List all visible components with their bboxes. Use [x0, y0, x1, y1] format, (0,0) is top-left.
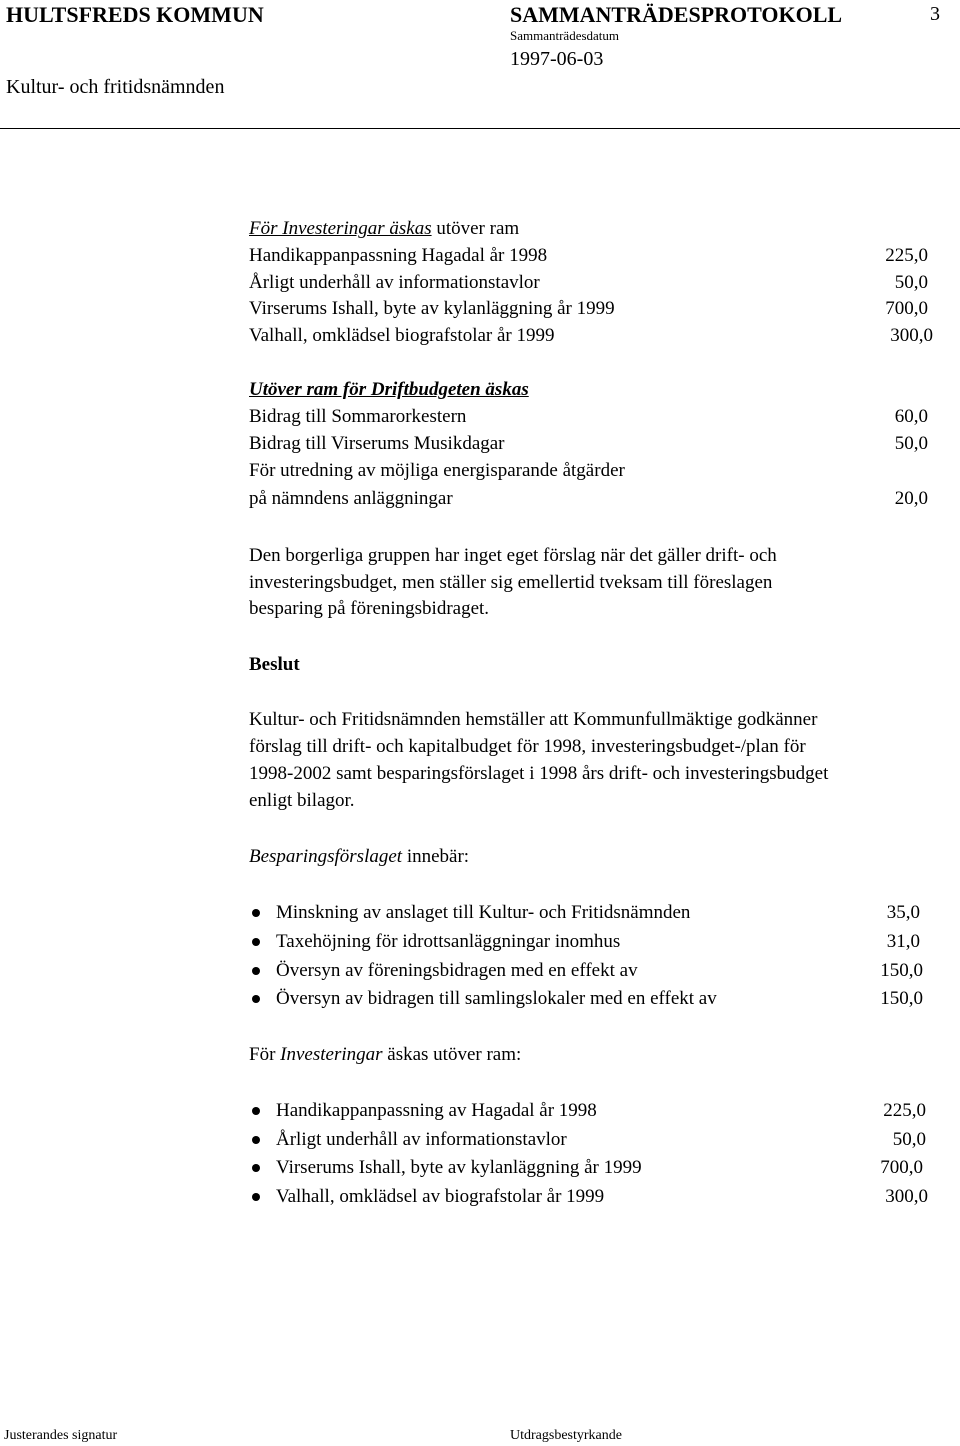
savings-item-label: Taxehöjning för idrottsanläggningar inomhus — [276, 931, 621, 952]
bullet-icon — [252, 995, 260, 1003]
investment-item-label: Årligt underhåll av informationstavlor — [249, 272, 540, 293]
investment2-item-amount: 700,0 — [880, 1157, 923, 1178]
statement-line: investeringsbudget, men ställer sig emellertid tveksam till föreslagen — [249, 572, 773, 593]
operating-item-label: För utredning av möjliga energisparande åtgärder — [249, 460, 625, 481]
investment-item-label: Virserums Ishall, byte av kylanläggning år 1999 — [249, 298, 615, 319]
statement-line: Den borgerliga gruppen har inget eget förslag när det gäller drift- och — [249, 545, 777, 566]
meeting-date: 1997-06-03 — [510, 48, 604, 70]
header-divider — [0, 128, 960, 129]
operating-item-label: Bidrag till Virserums Musikdagar — [249, 433, 505, 454]
investment2-item-label: Handikappanpassning av Hagadal år 1998 — [276, 1100, 597, 1121]
investment2-item-label: Virserums Ishall, byte av kylanläggning år 1999 — [276, 1157, 642, 1178]
savings-item-label: Översyn av föreningsbidragen med en effekt av — [276, 960, 638, 981]
savings-heading: Besparingsförslaget innebär: — [249, 846, 470, 867]
investments2-heading: För Investeringar äskas utöver ram: — [249, 1044, 522, 1065]
bullet-icon — [252, 1164, 260, 1172]
investment2-item-label: Årligt underhåll av informationstavlor — [276, 1129, 567, 1150]
operating-item-amount: 20,0 — [894, 488, 928, 509]
signature-label: Justerandes signatur — [4, 1428, 118, 1443]
investments-heading: För Investeringar äskas utöver ram — [249, 218, 520, 239]
operating-item-amount: 60,0 — [894, 406, 928, 427]
decision-heading: Beslut — [249, 654, 300, 675]
savings-item-label: Översyn av bidragen till samlingslokaler med en effekt av — [276, 988, 717, 1009]
savings-item-amount: 150,0 — [880, 960, 923, 981]
decision-line: förslag till drift- och kapitalbudget för 1998, investeringsbudget-/plan för — [249, 736, 806, 757]
bullet-icon — [252, 1193, 260, 1201]
decision-line: 1998-2002 samt besparingsförslaget i 1998 års drift- och investeringsbudget — [249, 763, 829, 784]
investment2-item-amount: 225,0 — [883, 1100, 926, 1121]
municipality-name: HULTSFREDS KOMMUN — [6, 2, 264, 27]
bullet-icon — [252, 967, 260, 975]
bullet-icon — [252, 938, 260, 946]
investment-item-amount: 300,0 — [890, 325, 933, 346]
savings-item-amount: 150,0 — [880, 988, 923, 1009]
page-number: 3 — [930, 3, 940, 25]
decision-line: enligt bilagor. — [249, 790, 355, 811]
investment2-item-amount: 300,0 — [885, 1186, 928, 1207]
decision-line: Kultur- och Fritidsnämnden hemställer att Kommunfullmäktige godkänner — [249, 709, 818, 730]
operating-item-label: Bidrag till Sommarorkestern — [249, 406, 467, 427]
investment-item-amount: 50,0 — [894, 272, 928, 293]
bullet-icon — [252, 909, 260, 917]
investment2-item-label: Valhall, omklädsel av biografstolar år 1999 — [276, 1186, 605, 1207]
date-label: Sammanträdesdatum — [510, 28, 620, 43]
committee-name: Kultur- och fritidsnämnden — [6, 76, 225, 98]
statement-line: besparing på föreningsbidraget. — [249, 598, 490, 619]
savings-item-amount: 31,0 — [886, 931, 920, 952]
bullet-icon — [252, 1107, 260, 1115]
savings-item-label: Minskning av anslaget till Kultur- och Fritidsnämnden — [276, 902, 691, 923]
savings-item-amount: 35,0 — [886, 902, 920, 923]
bullet-icon — [252, 1136, 260, 1144]
operating-item-label: på nämndens anläggningar — [249, 488, 453, 509]
investment2-item-amount: 50,0 — [892, 1129, 926, 1150]
investment-item-label: Handikappanpassning Hagadal år 1998 — [249, 245, 548, 266]
certification-label: Utdragsbestyrkande — [510, 1428, 622, 1443]
investment-item-label: Valhall, omklädsel biografstolar år 1999 — [249, 325, 555, 346]
operating-item-amount: 50,0 — [894, 433, 928, 454]
document-type: SAMMANTRÄDESPROTOKOLL — [510, 2, 843, 27]
investment-item-amount: 225,0 — [885, 245, 928, 266]
operating-heading: Utöver ram för Driftbudgeten äskas — [249, 379, 529, 400]
investment-item-amount: 700,0 — [885, 298, 928, 319]
